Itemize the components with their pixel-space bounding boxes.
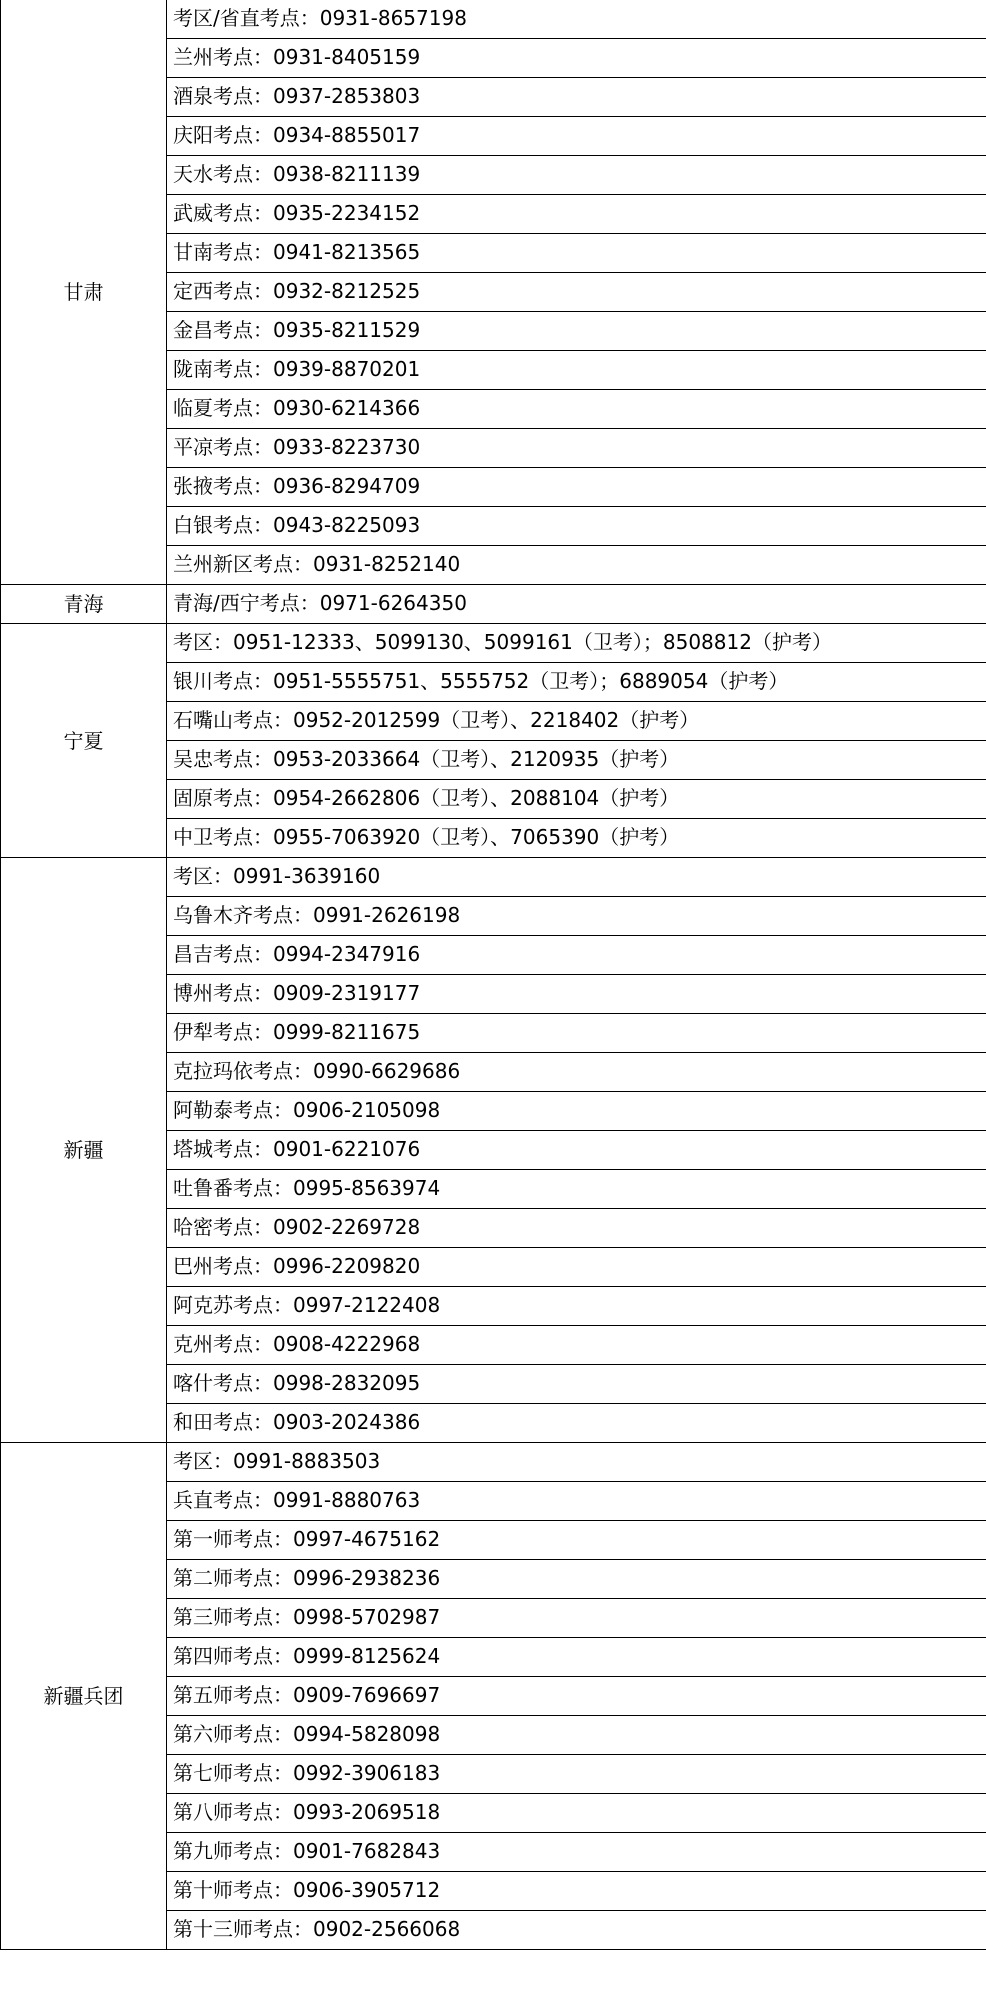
table-row xyxy=(1,624,986,663)
contact-cell xyxy=(167,780,986,819)
contact-text: 第十师考点：0906-3905712 xyxy=(173,1878,441,1902)
contact-cell xyxy=(167,1443,986,1482)
contact-text: 喀什考点：0998-2832095 xyxy=(173,1371,421,1395)
table-body xyxy=(1,0,986,1950)
contact-cell xyxy=(167,1053,986,1092)
contact-cell xyxy=(167,1521,986,1560)
contact-cell xyxy=(167,1560,986,1599)
contact-cell xyxy=(167,0,986,39)
contact-text: 第十三师考点：0902-2566068 xyxy=(173,1917,461,1941)
contact-cell xyxy=(167,1365,986,1404)
contact-text: 第六师考点：0994-5828098 xyxy=(173,1722,441,1746)
contact-cell xyxy=(167,741,986,780)
contact-text: 金昌考点：0935-8211529 xyxy=(173,318,421,342)
contact-text: 第九师考点：0901-7682843 xyxy=(173,1839,441,1863)
contact-cell xyxy=(167,1014,986,1053)
contact-text: 中卫考点：0955-7063920（卫考）、7065390（护考） xyxy=(173,825,680,849)
contact-cell xyxy=(167,1170,986,1209)
contact-text: 第四师考点：0999-8125624 xyxy=(173,1644,441,1668)
contact-text: 阿克苏考点：0997-2122408 xyxy=(173,1293,441,1317)
contact-text: 兰州考点：0931-8405159 xyxy=(173,45,421,69)
contact-cell xyxy=(167,273,986,312)
contact-text: 克拉玛依考点：0990-6629686 xyxy=(173,1059,461,1083)
contact-text: 第五师考点：0909-7696697 xyxy=(173,1683,441,1707)
contact-text: 第一师考点：0997-4675162 xyxy=(173,1527,441,1551)
contact-cell xyxy=(167,624,986,663)
contact-cell xyxy=(167,1131,986,1170)
contact-text: 酒泉考点：0937-2853803 xyxy=(173,84,421,108)
contact-text: 陇南考点：0939-8870201 xyxy=(173,357,421,381)
contact-cell xyxy=(167,1287,986,1326)
contact-text: 庆阳考点：0934-8855017 xyxy=(173,123,421,147)
contact-cell xyxy=(167,78,986,117)
contact-cell xyxy=(167,546,986,585)
contact-cell xyxy=(167,156,986,195)
contact-cell xyxy=(167,117,986,156)
contact-cell xyxy=(167,897,986,936)
table-row xyxy=(1,1443,986,1482)
contact-text: 兵直考点：0991-8880763 xyxy=(173,1488,421,1512)
region-name-cell: 青海 xyxy=(1,585,167,624)
contact-text: 乌鲁木齐考点：0991-2626198 xyxy=(173,903,461,927)
contact-text: 昌吉考点：0994-2347916 xyxy=(173,942,421,966)
contact-cell xyxy=(167,1092,986,1131)
contact-cell xyxy=(167,1482,986,1521)
contact-text: 考区：0991-3639160 xyxy=(173,864,381,888)
contact-cell xyxy=(167,429,986,468)
contact-cell xyxy=(167,351,986,390)
contact-text: 考区：0951-12333、5099130、5099161（卫考）；8508812（护考） xyxy=(173,630,832,654)
contact-text: 第二师考点：0996-2938236 xyxy=(173,1566,441,1590)
contact-cell xyxy=(167,936,986,975)
region-name-cell: 新疆兵团 xyxy=(1,1443,167,1950)
region-name-cell: 甘肃 xyxy=(1,0,167,585)
contact-cell xyxy=(167,468,986,507)
contact-cell xyxy=(167,312,986,351)
contact-text: 博州考点：0909-2319177 xyxy=(173,981,421,1005)
contact-cell xyxy=(167,39,986,78)
table-row xyxy=(1,0,986,39)
contact-text: 天水考点：0938-8211139 xyxy=(173,162,421,186)
contact-cell xyxy=(167,702,986,741)
contact-text: 张掖考点：0936-8294709 xyxy=(173,474,421,498)
contact-text: 伊犁考点：0999-8211675 xyxy=(173,1020,421,1044)
region-name-cell: 新疆 xyxy=(1,858,167,1443)
contact-text: 白银考点：0943-8225093 xyxy=(173,513,421,537)
contact-text: 吐鲁番考点：0995-8563974 xyxy=(173,1176,441,1200)
contact-cell xyxy=(167,1794,986,1833)
contact-cell xyxy=(167,663,986,702)
contact-cell xyxy=(167,1248,986,1287)
contact-text: 石嘴山考点：0952-2012599（卫考）、2218402（护考） xyxy=(173,708,700,732)
contact-text: 平凉考点：0933-8223730 xyxy=(173,435,421,459)
contact-cell xyxy=(167,1755,986,1794)
contact-cell xyxy=(167,507,986,546)
contact-text: 青海/西宁考点：0971-6264350 xyxy=(173,591,467,615)
contact-cell xyxy=(167,390,986,429)
contact-cell xyxy=(167,1872,986,1911)
contact-cell xyxy=(167,1716,986,1755)
contact-cell xyxy=(167,234,986,273)
contact-cell xyxy=(167,585,986,624)
contact-text: 阿勒泰考点：0906-2105098 xyxy=(173,1098,441,1122)
contact-cell xyxy=(167,1326,986,1365)
contact-text: 考区：0991-8883503 xyxy=(173,1449,381,1473)
contact-cell xyxy=(167,858,986,897)
contact-text: 第七师考点：0992-3906183 xyxy=(173,1761,441,1785)
contact-cell xyxy=(167,1911,986,1950)
contact-cell xyxy=(167,195,986,234)
contact-text: 甘南考点：0941-8213565 xyxy=(173,240,421,264)
contact-text: 第八师考点：0993-2069518 xyxy=(173,1800,441,1824)
contact-cell xyxy=(167,1404,986,1443)
contact-text: 固原考点：0954-2662806（卫考）、2088104（护考） xyxy=(173,786,680,810)
contact-text: 克州考点：0908-4222968 xyxy=(173,1332,421,1356)
contact-cell xyxy=(167,975,986,1014)
contact-text: 武威考点：0935-2234152 xyxy=(173,201,421,225)
contact-cell xyxy=(167,1833,986,1872)
region-name-cell: 宁夏 xyxy=(1,624,167,858)
contact-cell xyxy=(167,819,986,858)
contact-cell xyxy=(167,1599,986,1638)
contact-text: 和田考点：0903-2024386 xyxy=(173,1410,421,1434)
contact-cell xyxy=(167,1677,986,1716)
table-row xyxy=(1,858,986,897)
contact-text: 哈密考点：0902-2269728 xyxy=(173,1215,421,1239)
contact-text: 巴州考点：0996-2209820 xyxy=(173,1254,421,1278)
contact-text: 兰州新区考点：0931-8252140 xyxy=(173,552,461,576)
contact-text: 临夏考点：0930-6214366 xyxy=(173,396,421,420)
contact-cell xyxy=(167,1638,986,1677)
contact-text: 考区/省直考点：0931-8657198 xyxy=(173,6,467,30)
contact-text: 定西考点：0932-8212525 xyxy=(173,279,421,303)
contact-cell xyxy=(167,1209,986,1248)
contact-text: 吴忠考点：0953-2033664（卫考）、2120935（护考） xyxy=(173,747,680,771)
table-row xyxy=(1,585,986,624)
contact-text: 银川考点：0951-5555751、5555752（卫考）；6889054（护考） xyxy=(173,669,789,693)
contact-text: 塔城考点：0901-6221076 xyxy=(173,1137,421,1161)
contact-text: 第三师考点：0998-5702987 xyxy=(173,1605,441,1629)
